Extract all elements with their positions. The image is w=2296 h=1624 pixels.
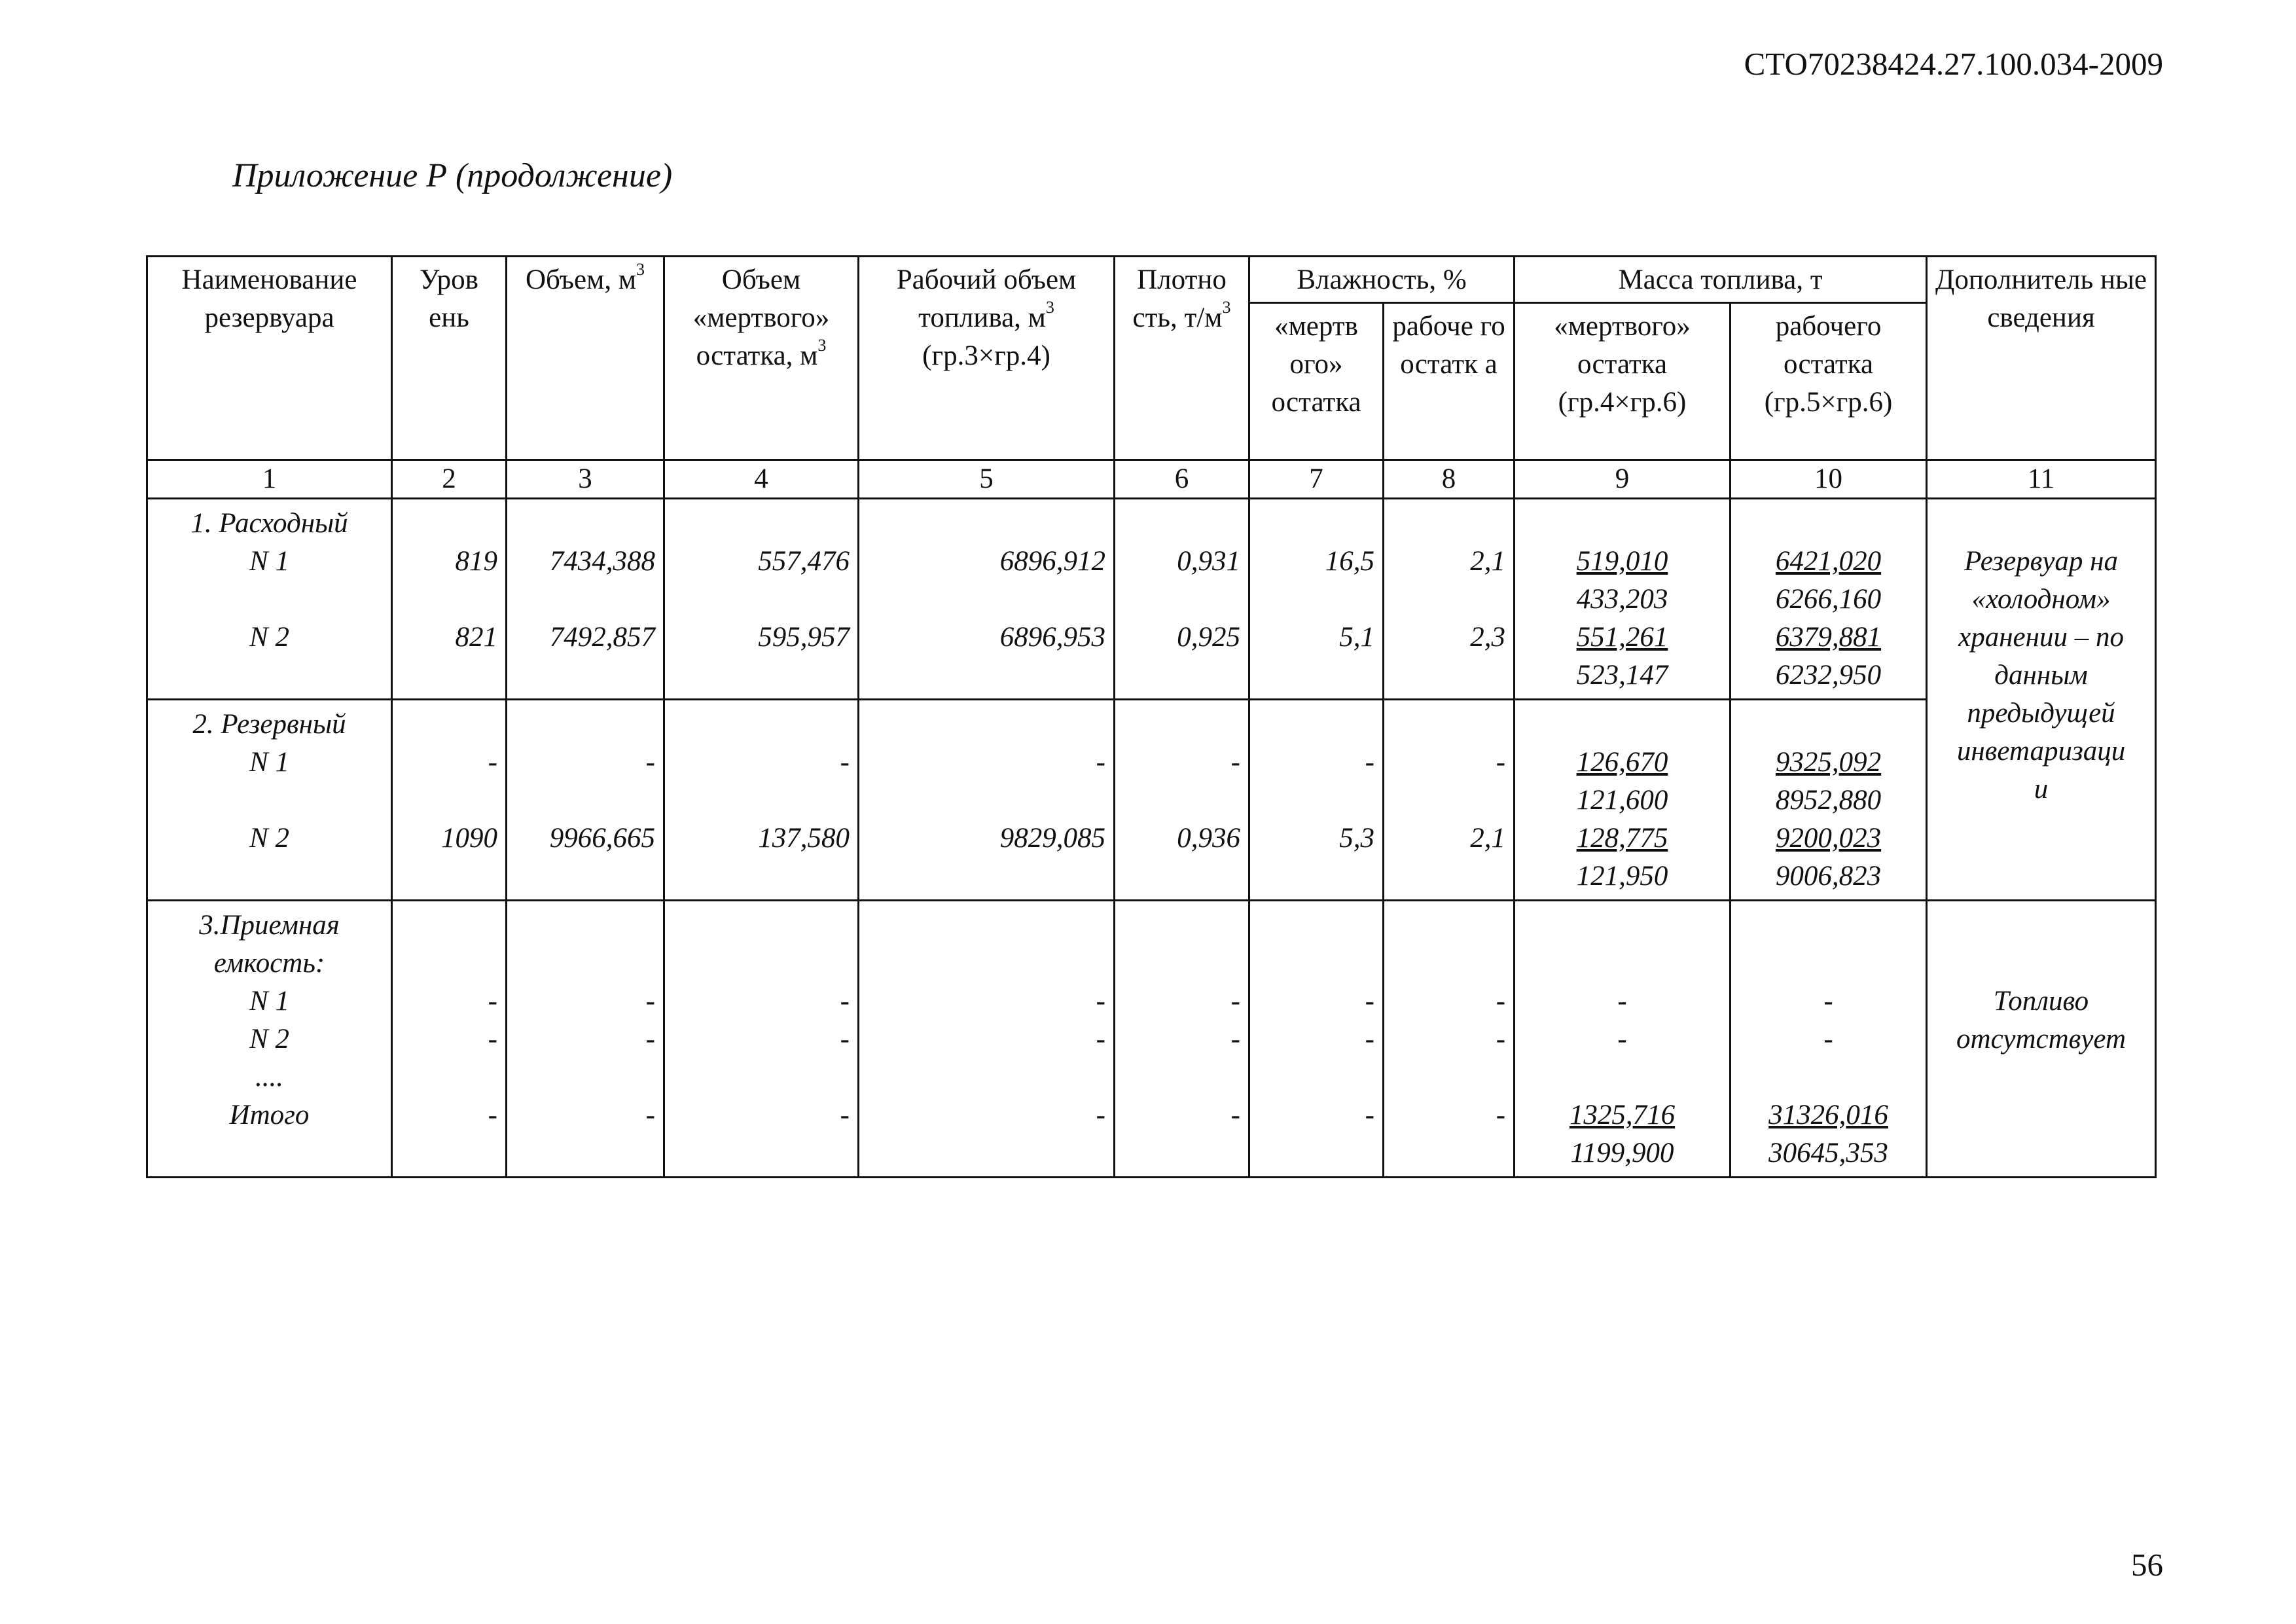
cell-line bbox=[153, 1134, 386, 1172]
cell-line bbox=[670, 706, 850, 744]
cell-line: - bbox=[1096, 986, 1105, 1017]
cell-line: Топливо bbox=[1993, 986, 2089, 1017]
cell-line: - bbox=[488, 1100, 497, 1130]
cell-line bbox=[1255, 706, 1374, 744]
header-humidity-work: рабоче го остатк а bbox=[1384, 303, 1515, 460]
cell-mass-dead bbox=[1515, 499, 1731, 700]
cell-line: - bbox=[1617, 986, 1627, 1017]
cell-line: 7492,857 bbox=[549, 622, 655, 653]
cell-line bbox=[512, 657, 655, 695]
cell-line: 6421,020 bbox=[1775, 546, 1882, 577]
cell-line: 9006,823 bbox=[1775, 861, 1882, 892]
cell-mass-work bbox=[1731, 901, 1927, 1178]
cell-line bbox=[512, 581, 655, 619]
cell-line: 31326,016 bbox=[1768, 1100, 1888, 1130]
cell-name bbox=[147, 901, 392, 1178]
cell-line bbox=[512, 505, 655, 543]
cell-line: - bbox=[1496, 1100, 1506, 1130]
cell-line bbox=[512, 1058, 655, 1096]
cell-line: - bbox=[1617, 1024, 1627, 1055]
cell-line: предыдущей bbox=[1967, 698, 2115, 729]
cell-volume bbox=[507, 901, 664, 1178]
cell-line bbox=[670, 505, 850, 543]
cell-line bbox=[1121, 945, 1240, 983]
cell-line: «холодном» bbox=[1971, 584, 2111, 615]
cell-line: N 2 bbox=[249, 823, 289, 854]
header-volume-text: Объем, м bbox=[525, 264, 637, 295]
cell-work-volume bbox=[859, 499, 1115, 700]
cell-line bbox=[1933, 1058, 2149, 1096]
cell-line bbox=[1390, 505, 1505, 543]
cell-line: - bbox=[1823, 1024, 1833, 1055]
cell-line bbox=[398, 945, 497, 983]
column-number: 11 bbox=[1927, 460, 2156, 499]
header-tank-name: Наименование резервуара bbox=[147, 257, 392, 460]
cell-line: - bbox=[1096, 1024, 1105, 1055]
group-consumable bbox=[147, 499, 2156, 1178]
cell-humidity-dead bbox=[1249, 700, 1384, 901]
cell-line bbox=[1390, 581, 1505, 619]
cell-line: 2,1 bbox=[1470, 823, 1506, 854]
cell-line bbox=[1736, 505, 1920, 543]
cell-line bbox=[1255, 1058, 1374, 1096]
cell-line: - bbox=[1496, 1024, 1506, 1055]
cell-line: Резервуар на bbox=[1964, 546, 2118, 577]
cell-line: N 1 bbox=[249, 546, 289, 577]
column-number: 10 bbox=[1731, 460, 1927, 499]
column-number: 7 bbox=[1249, 460, 1384, 499]
cell-line bbox=[1121, 581, 1240, 619]
cell-line bbox=[1255, 782, 1374, 820]
cell-line bbox=[865, 1058, 1105, 1096]
cell-line: 519,010 bbox=[1576, 546, 1668, 577]
cell-line bbox=[1390, 907, 1505, 945]
header-humidity-dead: «мертв ого» остатка bbox=[1249, 303, 1384, 460]
cell-line: 128,775 bbox=[1576, 823, 1668, 854]
cell-line bbox=[1121, 505, 1240, 543]
cell-line bbox=[1520, 945, 1724, 983]
cell-line bbox=[398, 706, 497, 744]
cell-line: - bbox=[1365, 747, 1374, 778]
cell-line bbox=[865, 581, 1105, 619]
cell-line: - bbox=[1230, 986, 1240, 1017]
cell-line: 6896,912 bbox=[999, 546, 1105, 577]
header-work-volume bbox=[859, 257, 1115, 460]
cell-line bbox=[1933, 505, 2149, 543]
header-density-text: Плотно сть, т/м bbox=[1132, 264, 1227, 333]
page-number: 56 bbox=[2131, 1547, 2163, 1583]
cell-humidity-work bbox=[1384, 499, 1515, 700]
cell-line: - bbox=[1496, 986, 1506, 1017]
header-extra-info: Дополнитель ные сведения bbox=[1927, 257, 2156, 460]
cell-line bbox=[398, 581, 497, 619]
cell-line bbox=[398, 907, 497, 945]
cell-humidity-dead bbox=[1249, 499, 1384, 700]
cell-volume bbox=[507, 700, 664, 901]
cell-line: - bbox=[840, 986, 850, 1017]
cell-line bbox=[865, 857, 1105, 895]
cell-line bbox=[1121, 1058, 1240, 1096]
appendix-title: Приложение Р (продолжение) bbox=[232, 157, 673, 194]
cell-line bbox=[865, 657, 1105, 695]
cell-line bbox=[865, 782, 1105, 820]
cell-density bbox=[1115, 499, 1249, 700]
cell-line bbox=[1933, 1096, 2149, 1134]
cell-mass-dead bbox=[1515, 901, 1731, 1178]
cell-line bbox=[398, 782, 497, 820]
cell-line bbox=[1121, 907, 1240, 945]
cell-line bbox=[1121, 1134, 1240, 1172]
cell-extra-info bbox=[1927, 499, 2156, 901]
cell-line bbox=[1255, 505, 1374, 543]
header-work-volume-text: Рабочий объем топлива, м bbox=[896, 264, 1077, 333]
cell-line: 6896,953 bbox=[999, 622, 1105, 653]
cell-level bbox=[392, 700, 507, 901]
cell-line: емкость: bbox=[213, 948, 325, 979]
cell-line: хранении – по bbox=[1958, 622, 2124, 653]
header-work-volume-formula: (гр.3×гр.4) bbox=[922, 340, 1050, 371]
cell-line: - bbox=[840, 747, 850, 778]
cell-dead-volume bbox=[664, 901, 859, 1178]
cell-line: - bbox=[645, 1100, 655, 1130]
cell-line bbox=[1121, 706, 1240, 744]
cell-line: - bbox=[488, 1024, 497, 1055]
cell-line: 121,600 bbox=[1576, 785, 1668, 816]
cell-line bbox=[670, 945, 850, 983]
cell-line: N 2 bbox=[249, 1024, 289, 1055]
cell-line: 6266,160 bbox=[1775, 584, 1882, 615]
cell-line bbox=[153, 782, 386, 820]
cell-line bbox=[1933, 1134, 2149, 1172]
cell-line bbox=[512, 907, 655, 945]
cell-line: 9325,092 bbox=[1775, 747, 1882, 778]
cell-line: - bbox=[1096, 747, 1105, 778]
cell-line bbox=[1390, 945, 1505, 983]
cell-line: 1. Расходный bbox=[190, 508, 348, 539]
cell-line bbox=[398, 857, 497, 895]
cell-humidity-work bbox=[1384, 901, 1515, 1178]
cell-line: - bbox=[1096, 1100, 1105, 1130]
cell-line bbox=[1255, 857, 1374, 895]
cell-dead-volume bbox=[664, 499, 859, 700]
header-volume bbox=[507, 257, 664, 460]
cell-line: 137,580 bbox=[758, 823, 850, 854]
column-number: 3 bbox=[507, 460, 664, 499]
column-number: 4 bbox=[664, 460, 859, 499]
cell-line: - bbox=[1365, 1100, 1374, 1130]
cell-line bbox=[1520, 505, 1724, 543]
cell-line bbox=[1736, 706, 1920, 744]
cell-line: 1199,900 bbox=[1570, 1138, 1674, 1168]
cell-line bbox=[1255, 657, 1374, 695]
cell-dead-volume bbox=[664, 700, 859, 901]
cell-line bbox=[1390, 857, 1505, 895]
cell-humidity-dead bbox=[1249, 901, 1384, 1178]
cell-line: - bbox=[488, 986, 497, 1017]
cell-line bbox=[670, 857, 850, 895]
cell-line: 16,5 bbox=[1325, 546, 1374, 577]
cell-line: 433,203 bbox=[1576, 584, 1668, 615]
cell-humidity-work bbox=[1384, 700, 1515, 901]
column-number: 5 bbox=[859, 460, 1115, 499]
cell-line bbox=[398, 1058, 497, 1096]
column-number: 9 bbox=[1515, 460, 1731, 499]
cell-name bbox=[147, 499, 392, 700]
cell-line bbox=[153, 857, 386, 895]
cell-line: - bbox=[840, 1024, 850, 1055]
cell-line: - bbox=[1230, 1100, 1240, 1130]
cell-line: 819 bbox=[455, 546, 497, 577]
cell-line bbox=[398, 505, 497, 543]
superscript: 3 bbox=[636, 259, 645, 279]
cell-line bbox=[512, 857, 655, 895]
cell-line bbox=[1520, 706, 1724, 744]
cell-line bbox=[153, 657, 386, 695]
cell-line: 0,925 bbox=[1177, 622, 1240, 653]
cell-line: 30645,353 bbox=[1768, 1138, 1888, 1168]
cell-line bbox=[1390, 706, 1505, 744]
document-code: СТО70238424.27.100.034-2009 bbox=[1744, 46, 2163, 82]
cell-line bbox=[512, 782, 655, 820]
cell-line: .... bbox=[255, 1062, 283, 1092]
cell-work-volume bbox=[859, 700, 1115, 901]
header-density bbox=[1115, 257, 1249, 460]
cell-level bbox=[392, 499, 507, 700]
cell-line bbox=[1933, 907, 2149, 945]
cell-line bbox=[398, 657, 497, 695]
cell-line bbox=[670, 1134, 850, 1172]
cell-line bbox=[670, 657, 850, 695]
cell-line: 3.Приемная bbox=[199, 910, 340, 941]
cell-line: 5,1 bbox=[1339, 622, 1374, 653]
cell-line: - bbox=[645, 986, 655, 1017]
cell-line bbox=[1255, 1134, 1374, 1172]
cell-volume bbox=[507, 499, 664, 700]
cell-line: - bbox=[645, 1024, 655, 1055]
cell-line: 2. Резервный bbox=[192, 709, 346, 740]
cell-line: - bbox=[1365, 1024, 1374, 1055]
cell-line: отсутствует bbox=[1956, 1024, 2126, 1055]
cell-line bbox=[1390, 1134, 1505, 1172]
cell-line bbox=[1390, 782, 1505, 820]
cell-density bbox=[1115, 901, 1249, 1178]
cell-line: 1325,716 bbox=[1569, 1100, 1676, 1130]
cell-line: - bbox=[1230, 1024, 1240, 1055]
cell-line: 0,936 bbox=[1177, 823, 1240, 854]
cell-line bbox=[153, 581, 386, 619]
superscript: 3 bbox=[817, 335, 827, 355]
cell-line: N 1 bbox=[249, 747, 289, 778]
cell-line: 9200,023 bbox=[1775, 823, 1882, 854]
cell-name bbox=[147, 700, 392, 901]
cell-line bbox=[512, 706, 655, 744]
cell-line bbox=[1390, 657, 1505, 695]
header-fuel-mass: Масса топлива, т bbox=[1515, 257, 1927, 303]
cell-line: - bbox=[1365, 986, 1374, 1017]
header-humidity: Влажность, % bbox=[1249, 257, 1515, 303]
cell-line: 9966,665 bbox=[549, 823, 655, 854]
header-dead-volume bbox=[664, 257, 859, 460]
cell-line: инветаризаци bbox=[1956, 736, 2126, 767]
cell-mass-work bbox=[1731, 700, 1927, 901]
cell-line bbox=[865, 907, 1105, 945]
column-number-row bbox=[147, 460, 2156, 499]
cell-line: 5,3 bbox=[1339, 823, 1374, 854]
header-mass-dead: «мертвого» остатка (гр.4×гр.6) bbox=[1515, 303, 1731, 460]
cell-mass-work bbox=[1731, 499, 1927, 700]
cell-line: 2,3 bbox=[1470, 622, 1506, 653]
cell-line: - bbox=[1230, 747, 1240, 778]
cell-mass-dead bbox=[1515, 700, 1731, 901]
cell-line bbox=[1736, 945, 1920, 983]
cell-line: 523,147 bbox=[1576, 660, 1668, 691]
cell-line: - bbox=[1496, 747, 1506, 778]
cell-line bbox=[1255, 945, 1374, 983]
cell-line: 2,1 bbox=[1470, 546, 1506, 577]
cell-line bbox=[670, 907, 850, 945]
cell-line: 551,261 bbox=[1576, 622, 1668, 653]
column-number: 2 bbox=[392, 460, 507, 499]
cell-line bbox=[865, 505, 1105, 543]
header-mass-work: рабочего остатка (гр.5×гр.6) bbox=[1731, 303, 1927, 460]
cell-line bbox=[1520, 1058, 1724, 1096]
cell-density bbox=[1115, 700, 1249, 901]
cell-line bbox=[512, 1134, 655, 1172]
cell-extra-info bbox=[1927, 901, 2156, 1178]
cell-line: 821 bbox=[455, 622, 497, 653]
column-number: 6 bbox=[1115, 460, 1249, 499]
cell-line bbox=[1520, 907, 1724, 945]
cell-line: 6232,950 bbox=[1775, 660, 1882, 691]
superscript: 3 bbox=[1222, 297, 1231, 317]
cell-line bbox=[398, 1134, 497, 1172]
cell-line bbox=[670, 782, 850, 820]
cell-line: 7434,388 bbox=[549, 546, 655, 577]
cell-line: Итого bbox=[229, 1100, 310, 1130]
column-number: 8 bbox=[1384, 460, 1515, 499]
cell-line bbox=[1933, 945, 2149, 983]
cell-level bbox=[392, 901, 507, 1178]
superscript: 3 bbox=[1045, 297, 1054, 317]
cell-line bbox=[865, 706, 1105, 744]
cell-line bbox=[1121, 782, 1240, 820]
cell-line bbox=[1255, 581, 1374, 619]
cell-line bbox=[1736, 1058, 1920, 1096]
cell-line: - bbox=[840, 1100, 850, 1130]
cell-line bbox=[1390, 1058, 1505, 1096]
cell-line: и bbox=[2034, 774, 2049, 804]
cell-line: 6379,881 bbox=[1775, 622, 1882, 653]
cell-line: 126,670 bbox=[1576, 747, 1668, 778]
cell-work-volume bbox=[859, 901, 1115, 1178]
cell-line: N 2 bbox=[249, 622, 289, 653]
cell-line bbox=[670, 1058, 850, 1096]
header-level: Уров ень bbox=[392, 257, 507, 460]
cell-line: - bbox=[645, 747, 655, 778]
cell-line bbox=[1255, 907, 1374, 945]
cell-line: 8952,880 bbox=[1775, 785, 1882, 816]
header-dead-volume-text: Объем «мертвого» остатка, м bbox=[692, 264, 830, 371]
cell-line bbox=[865, 945, 1105, 983]
cell-line bbox=[1736, 907, 1920, 945]
cell-line: N 1 bbox=[249, 986, 289, 1017]
cell-line: - bbox=[1823, 986, 1833, 1017]
cell-line: 0,931 bbox=[1177, 546, 1240, 577]
fuel-inventory-table bbox=[146, 255, 2157, 1178]
cell-line bbox=[1121, 657, 1240, 695]
cell-line: 121,950 bbox=[1576, 861, 1668, 892]
cell-line: 1090 bbox=[441, 823, 497, 854]
cell-line bbox=[1121, 857, 1240, 895]
cell-line: 557,476 bbox=[758, 546, 850, 577]
column-number: 1 bbox=[147, 460, 392, 499]
cell-line: 595,957 bbox=[758, 622, 850, 653]
cell-line bbox=[865, 1134, 1105, 1172]
cell-line bbox=[512, 945, 655, 983]
cell-line: данным bbox=[1994, 660, 2088, 691]
cell-line bbox=[670, 581, 850, 619]
cell-line: 9829,085 bbox=[999, 823, 1105, 854]
cell-line: - bbox=[488, 747, 497, 778]
